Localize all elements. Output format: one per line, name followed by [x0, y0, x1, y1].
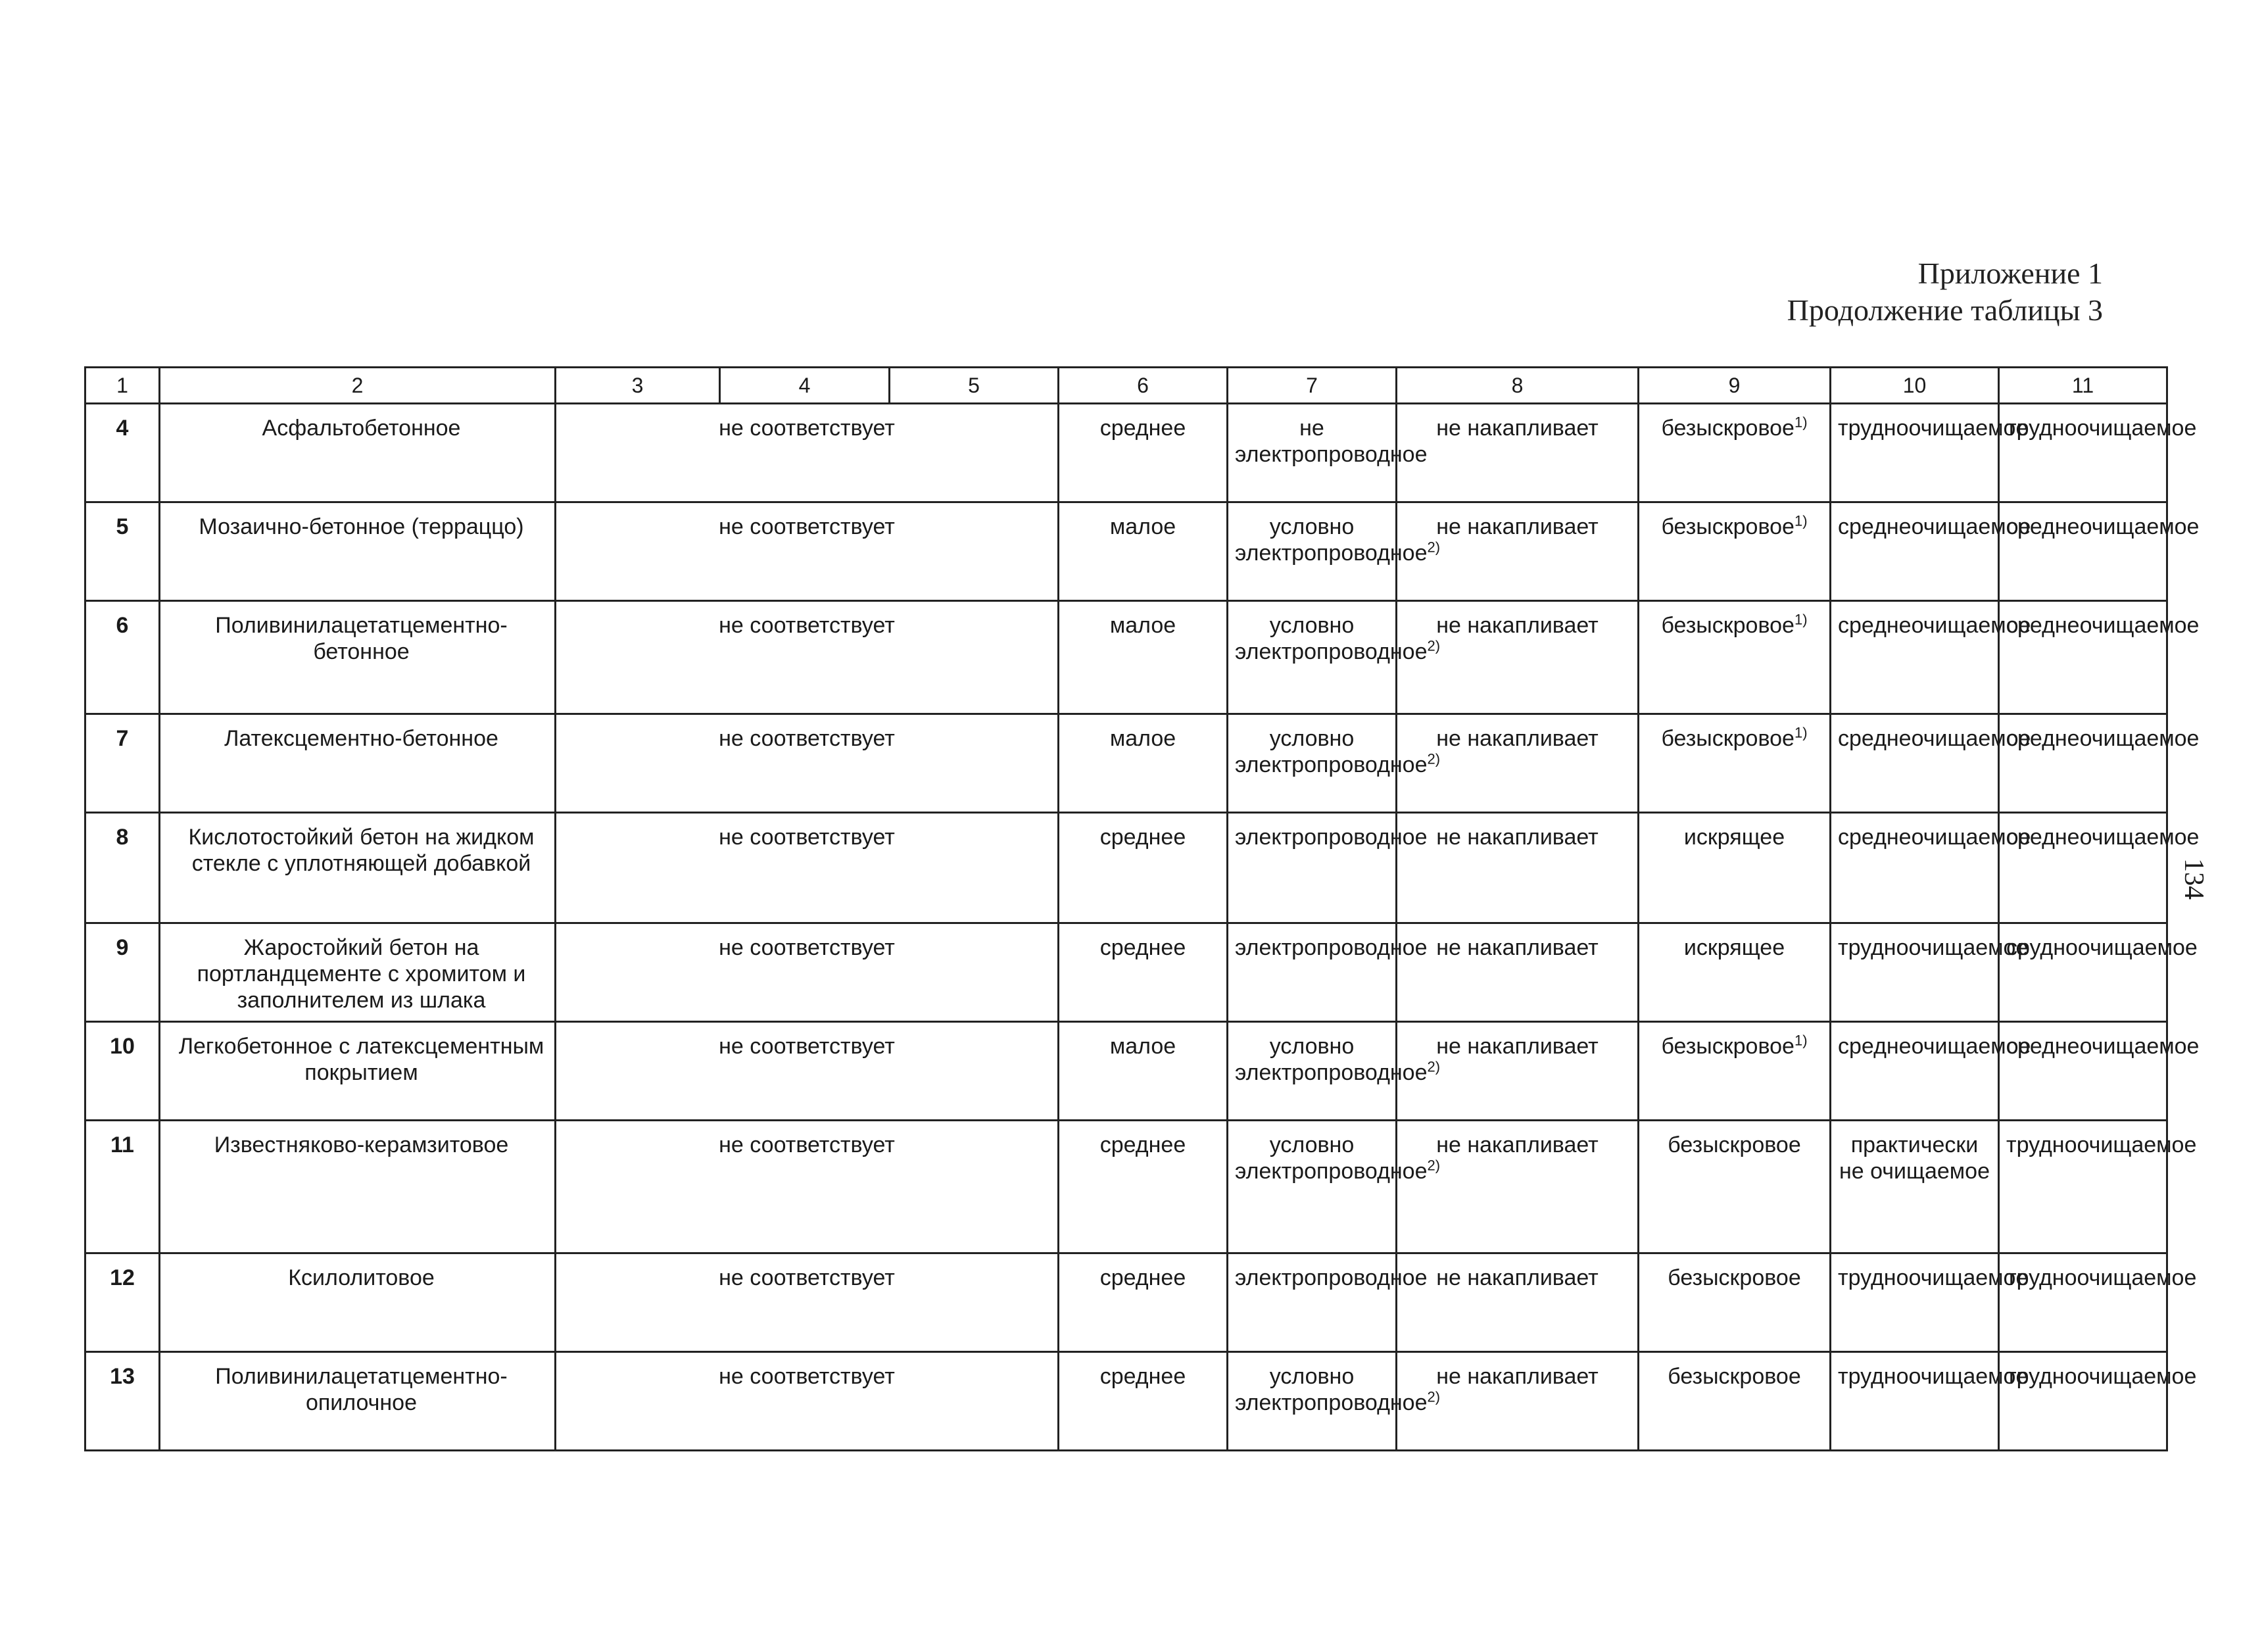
col10-value-text: трудноочищаемое	[1838, 1265, 2029, 1290]
col6-value	[1059, 1022, 1228, 1121]
spark-value-text: безыскровое	[1668, 1364, 1801, 1389]
column-number: 9	[1639, 368, 1831, 404]
column-number: 3	[556, 368, 720, 404]
row-number	[85, 1352, 160, 1451]
floor-name	[160, 923, 556, 1022]
row-number	[85, 601, 160, 714]
col10-value	[1831, 714, 2031, 813]
table-continuation-title: Продолжение таблицы 3	[1787, 293, 2103, 327]
floor-name-text: Жаростойкий бетон на портландцементе с хромитом и заполнителем из шлака	[197, 935, 526, 1013]
accumulation-value-text: не накапливает	[1436, 1132, 1599, 1157]
spark-value	[1639, 1121, 1831, 1253]
spark-value-text: искрящее	[1683, 825, 1785, 850]
row-number	[85, 404, 160, 502]
compliance-value-text: не соответствует	[719, 613, 895, 638]
conductivity-value-text: условно электропроводное	[1235, 726, 1428, 777]
footnote-marker: 2)	[1427, 1157, 1441, 1174]
accumulation-value-text: не накапливает	[1436, 935, 1599, 960]
col10-value-text: трудноочищаемое	[1838, 1364, 2029, 1389]
col6-value-text: малое	[1109, 1034, 1176, 1059]
table-row	[85, 1352, 2167, 1451]
accumulation-value-text: не накапливает	[1436, 1364, 1599, 1389]
table-row	[85, 923, 2167, 1022]
compliance-value	[556, 1253, 1059, 1352]
row-number-text: 11	[110, 1132, 134, 1157]
row-number	[85, 1022, 160, 1121]
col10-value-text: среднеочищаемое	[1838, 1034, 2031, 1059]
page-number: 134	[2179, 858, 2209, 900]
accumulation-value	[1397, 1253, 1639, 1352]
col11-value	[1999, 601, 2200, 714]
floor-name	[160, 601, 556, 714]
column-number: 1	[85, 368, 160, 404]
spark-value	[1639, 1352, 1831, 1451]
col11-value-text: среднеочищаемое	[2006, 825, 2200, 850]
conductivity-value-text: не электропроводное	[1235, 416, 1428, 467]
compliance-value-text: не соответствует	[719, 514, 895, 539]
col11-value	[1999, 1253, 2197, 1352]
column-number: 10	[1831, 368, 1999, 404]
col10-value-text: практически не очищаемое	[1839, 1132, 1990, 1184]
col11-value-text: трудноочищаемое	[2006, 1364, 2197, 1389]
conductivity-value	[1228, 1121, 1441, 1253]
accumulation-value	[1397, 601, 1639, 714]
col11-value-text: трудноочищаемое	[2006, 1132, 2197, 1157]
compliance-value	[556, 923, 1059, 1022]
conductivity-value	[1228, 601, 1441, 714]
compliance-value-text: не соответствует	[719, 1132, 895, 1157]
col6-value	[1059, 1253, 1228, 1352]
spark-value	[1639, 923, 1831, 1022]
floor-name-text: Поливинилацетатцементно-бетонное	[215, 613, 508, 664]
accumulation-value	[1397, 1121, 1639, 1253]
conductivity-value-text: электропроводное	[1235, 935, 1428, 960]
spark-value-text: безыскровое	[1661, 416, 1794, 441]
col6-value	[1059, 404, 1228, 502]
compliance-value	[556, 601, 1059, 714]
col10-value	[1831, 1121, 1999, 1253]
conductivity-value-text: условно электропроводное	[1235, 1034, 1428, 1085]
col10-value	[1831, 502, 2031, 601]
footnote-marker: 2)	[1427, 1058, 1441, 1075]
compliance-value-text: не соответствует	[719, 726, 895, 751]
spark-value	[1639, 404, 1831, 502]
table-row	[85, 1253, 2167, 1352]
spark-value-text: безыскровое	[1668, 1265, 1801, 1290]
spark-value-text: безыскровое	[1661, 1034, 1794, 1059]
floor-name-text: Известняково-керамзитовое	[214, 1132, 509, 1157]
conductivity-value	[1228, 404, 1428, 502]
row-number-text: 8	[116, 825, 129, 850]
column-number: 11	[1999, 368, 2167, 404]
column-number-row	[85, 368, 2167, 404]
col10-value	[1831, 1022, 2031, 1121]
table-row	[85, 714, 2167, 813]
col10-value	[1831, 923, 2029, 1022]
floor-name	[160, 1022, 556, 1121]
col11-value	[1999, 714, 2200, 813]
col10-value-text: трудноочищаемое	[1838, 416, 2029, 441]
col6-value-text: среднее	[1099, 935, 1186, 960]
spark-value	[1639, 1022, 1831, 1121]
accumulation-value-text: не накапливает	[1436, 416, 1599, 441]
row-number-text: 6	[116, 613, 129, 638]
column-number: 7	[1228, 368, 1397, 404]
column-number: 2	[160, 368, 556, 404]
col11-value	[1999, 1022, 2200, 1121]
row-number-text: 12	[110, 1265, 135, 1290]
conductivity-value-text: условно электропроводное	[1235, 514, 1428, 566]
row-number-text: 4	[116, 416, 129, 441]
row-number-text: 7	[116, 726, 129, 751]
compliance-value	[556, 404, 1059, 502]
col6-value-text: малое	[1109, 726, 1176, 751]
spark-value	[1639, 502, 1831, 601]
accumulation-value	[1397, 813, 1639, 923]
accumulation-value-text: не накапливает	[1436, 613, 1599, 638]
col6-value	[1059, 923, 1228, 1022]
floor-name	[160, 1121, 556, 1253]
col6-value-text: среднее	[1099, 1132, 1186, 1157]
compliance-value	[556, 714, 1059, 813]
accumulation-value-text: не накапливает	[1436, 1034, 1599, 1059]
footnote-marker: 2)	[1427, 750, 1441, 767]
column-number: 6	[1059, 368, 1228, 404]
footnote-marker: 1)	[1794, 512, 1808, 529]
col10-value-text: среднеочищаемое	[1838, 613, 2031, 638]
col11-value-text: срудноочищаемое	[2006, 935, 2198, 960]
conductivity-value-text: электропроводное	[1235, 825, 1428, 850]
conductivity-value	[1228, 1352, 1441, 1451]
floor-name-text: Легкобетонное с латексцементным покрытием	[178, 1034, 544, 1085]
spark-value-text: безыскровое	[1668, 1132, 1801, 1157]
col10-value	[1831, 1352, 2029, 1451]
col10-value	[1831, 813, 2031, 923]
floor-name	[160, 404, 556, 502]
col6-value-text: среднее	[1099, 825, 1186, 850]
col6-value	[1059, 1352, 1228, 1451]
compliance-value	[556, 1121, 1059, 1253]
footnote-marker: 1)	[1794, 414, 1808, 431]
col6-value-text: среднее	[1099, 1265, 1186, 1290]
compliance-value-text: не соответствует	[719, 1265, 895, 1290]
floor-name-text: Ксилолитовое	[288, 1265, 435, 1290]
floor-name-text: Кислотостойкий бетон на жидком стекле с уплотняющей добавкой	[188, 825, 535, 876]
row-number	[85, 813, 160, 923]
floor-name	[160, 502, 556, 601]
col11-value-text: среднеочищаемое	[2006, 1034, 2200, 1059]
spark-value	[1639, 714, 1831, 813]
compliance-value-text: не соответствует	[719, 825, 895, 850]
col11-value-text: трудноочищаемое	[2006, 416, 2197, 441]
document-heading	[1787, 255, 2103, 329]
floor-name	[160, 714, 556, 813]
conductivity-value-text: электропроводное	[1235, 1265, 1428, 1290]
compliance-value	[556, 1022, 1059, 1121]
conductivity-value-text: условно электропроводное	[1235, 1364, 1428, 1415]
conductivity-value-text: условно электропроводное	[1235, 613, 1428, 664]
table-row	[85, 502, 2167, 601]
column-number: 5	[890, 368, 1059, 404]
conductivity-value	[1228, 1253, 1428, 1352]
col6-value	[1059, 813, 1228, 923]
floor-name-text: Латексцементно-бетонное	[224, 726, 498, 751]
floor-name-text: Асфальтобетонное	[262, 416, 461, 441]
col11-value-text: среднеочищаемое	[2006, 726, 2200, 751]
accumulation-value-text: не накапливает	[1436, 825, 1599, 850]
row-number-text: 9	[116, 935, 129, 960]
footnote-marker: 2)	[1427, 1388, 1441, 1405]
conductivity-value	[1228, 923, 1428, 1022]
footnote-marker: 1)	[1794, 724, 1808, 741]
floor-name-text: Мозаично-бетонное (терраццо)	[199, 514, 524, 539]
col11-value	[1999, 1352, 2197, 1451]
col6-value-text: малое	[1109, 514, 1176, 539]
conductivity-value	[1228, 502, 1441, 601]
column-number: 4	[720, 368, 890, 404]
footnote-marker: 1)	[1794, 1032, 1808, 1049]
row-number-text: 5	[116, 514, 129, 539]
conductivity-value	[1228, 1022, 1441, 1121]
row-number	[85, 1253, 160, 1352]
row-number	[85, 502, 160, 601]
compliance-value-text: не соответствует	[719, 1364, 895, 1389]
spark-value-text: безыскровое	[1661, 514, 1794, 539]
appendix-title: Приложение 1	[1917, 256, 2103, 290]
floor-name	[160, 1352, 556, 1451]
col11-value-text: среднеочищаемое	[2006, 613, 2200, 638]
col10-value	[1831, 404, 2029, 502]
column-number: 8	[1397, 368, 1639, 404]
footnote-marker: 1)	[1794, 611, 1808, 628]
table-row	[85, 601, 2167, 714]
conductivity-value	[1228, 714, 1441, 813]
compliance-value-text: не соответствует	[719, 935, 895, 960]
conductivity-value-text: условно электропроводное	[1235, 1132, 1428, 1184]
spark-value	[1639, 601, 1831, 714]
col6-value-text: среднее	[1099, 1364, 1186, 1389]
floor-name	[160, 813, 556, 923]
accumulation-value	[1397, 923, 1639, 1022]
floor-name-text: Поливинилацетатцементно-опилочное	[215, 1364, 508, 1415]
col6-value	[1059, 601, 1228, 714]
col10-value	[1831, 601, 2031, 714]
row-number-text: 13	[110, 1364, 135, 1389]
spark-value-text: искрящее	[1683, 935, 1785, 960]
accumulation-value-text: не накапливает	[1436, 1265, 1599, 1290]
accumulation-value-text: не накапливает	[1436, 514, 1599, 539]
spark-value	[1639, 1253, 1831, 1352]
col11-value	[1999, 502, 2200, 601]
conductivity-value	[1228, 813, 1428, 923]
spark-value	[1639, 813, 1831, 923]
col11-value-text: трудноочищаемое	[2006, 1265, 2197, 1290]
compliance-value-text: не соответствует	[719, 416, 895, 441]
col10-value	[1831, 1253, 2029, 1352]
col6-value	[1059, 502, 1228, 601]
spark-value-text: безыскровое	[1661, 613, 1794, 638]
col6-value-text: среднее	[1099, 416, 1186, 441]
col11-value	[1999, 404, 2197, 502]
accumulation-value	[1397, 404, 1639, 502]
col6-value	[1059, 714, 1228, 813]
table-row	[85, 1022, 2167, 1121]
compliance-value-text: не соответствует	[719, 1034, 895, 1059]
footnote-marker: 2)	[1427, 637, 1441, 654]
compliance-value	[556, 502, 1059, 601]
col11-value	[1999, 923, 2198, 1022]
footnote-marker: 2)	[1427, 539, 1441, 556]
col6-value-text: малое	[1109, 613, 1176, 638]
col10-value-text: среднеочищаемое	[1838, 514, 2031, 539]
row-number	[85, 923, 160, 1022]
col10-value-text: трудноочищаемое	[1838, 935, 2029, 960]
spark-value-text: безыскровое	[1661, 726, 1794, 751]
compliance-value	[556, 813, 1059, 923]
row-number	[85, 1121, 160, 1253]
col10-value-text: среднеочищаемое	[1838, 825, 2031, 850]
col10-value-text: среднеочищаемое	[1838, 726, 2031, 751]
table-row	[85, 404, 2167, 502]
col6-value	[1059, 1121, 1228, 1253]
compliance-value	[556, 1352, 1059, 1451]
col11-value	[1999, 1121, 2197, 1253]
table-row	[85, 813, 2167, 923]
row-number-text: 10	[110, 1034, 135, 1059]
row-number	[85, 714, 160, 813]
table-row	[85, 1121, 2167, 1253]
col11-value-text: среднеочищаемое	[2006, 514, 2200, 539]
accumulation-value-text: не накапливает	[1436, 726, 1599, 751]
floor-name	[160, 1253, 556, 1352]
